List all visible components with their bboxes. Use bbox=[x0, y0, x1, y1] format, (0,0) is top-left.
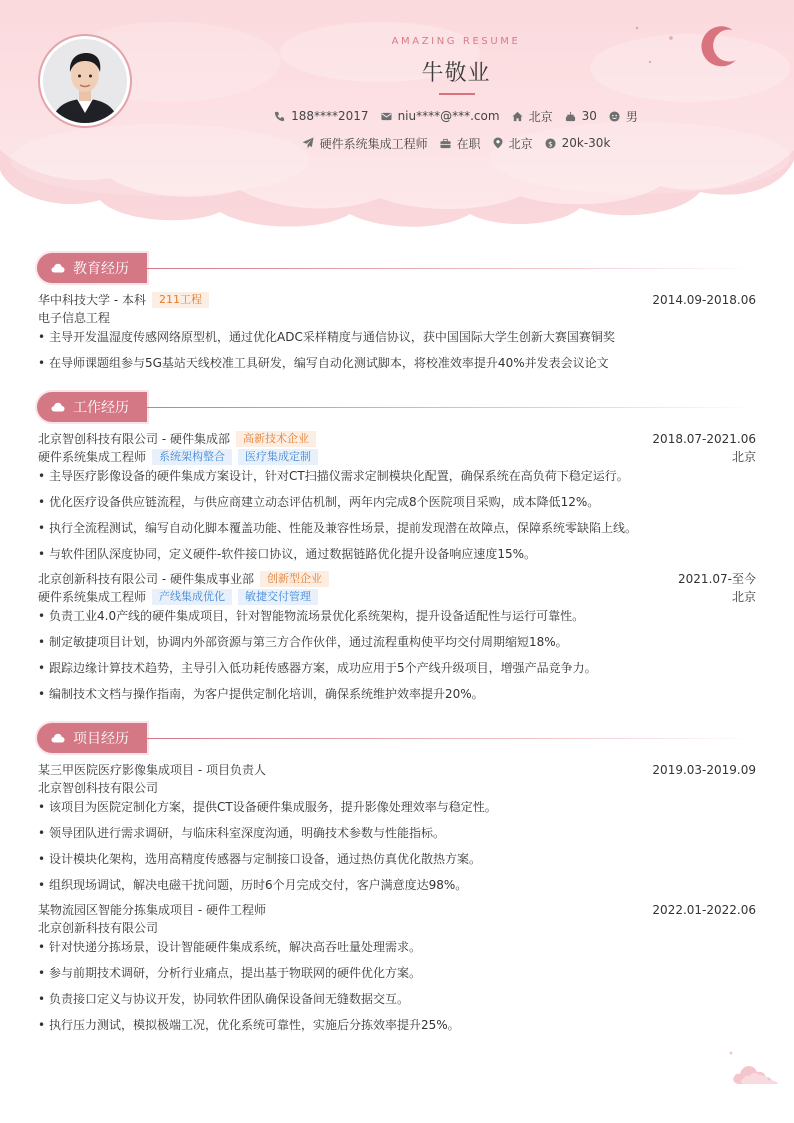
project-entry bbox=[38, 761, 756, 902]
list-item: • 执行全流程测试，编写自动化脚本覆盖功能、性能及兼容性场景，提前发现潜在故障点，保障系统零缺陷上线。 bbox=[38, 519, 756, 545]
project-title-row bbox=[38, 901, 756, 919]
phone-icon bbox=[274, 111, 285, 122]
email-item bbox=[381, 109, 500, 123]
list-item: • 执行压力测试，模拟极端工况，优化系统可靠性，实施后分拣效率提升25%。 bbox=[38, 1016, 756, 1042]
list-item: • 与软件团队深度协同，定义硬件-软件接口协议，通过数据链路优化提升设备响应速度15%。 bbox=[38, 545, 756, 571]
contact-row bbox=[0, 108, 794, 124]
section-education-header bbox=[37, 253, 757, 283]
project-company: 北京创新科技有限公司 bbox=[38, 921, 159, 935]
money-icon bbox=[545, 138, 556, 149]
project-entry bbox=[38, 901, 756, 1042]
age-text: 30 bbox=[581, 109, 597, 123]
work-dates: 2018.07-2021.06 bbox=[652, 432, 756, 446]
project-title: 某物流园区智能分拣集成项目 - 硬件工程师 bbox=[38, 903, 266, 917]
phone-item bbox=[274, 109, 368, 123]
skill-tag: 医疗集成定制 bbox=[238, 449, 318, 465]
email-icon bbox=[381, 111, 392, 122]
job-icon bbox=[302, 137, 314, 149]
candidate-name: 牛敬业 bbox=[421, 61, 491, 86]
school-tag: 211工程 bbox=[152, 292, 209, 308]
salary-item bbox=[545, 136, 611, 150]
cloud-icon bbox=[51, 402, 65, 412]
job-intent-row bbox=[0, 135, 794, 151]
hometown-text: 北京 bbox=[528, 109, 553, 124]
school-name: 华中科技大学 - 本科 bbox=[38, 293, 146, 307]
list-item: • 制定敏捷项目计划，协调内外部资源与第三方合作伙伴，通过流程重构使平均交付周期缩短18%。 bbox=[38, 633, 756, 659]
list-item: • 该项目为医院定制化方案，提供CT设备硬件集成服务，提升影像处理效率与稳定性。 bbox=[38, 798, 756, 824]
age-item bbox=[565, 109, 597, 123]
company-name: 北京创新科技有限公司 - 硬件集成事业部 bbox=[38, 572, 254, 586]
salary-text: 20k-30k bbox=[561, 136, 611, 150]
project-dates: 2022.01-2022.06 bbox=[652, 903, 756, 917]
name-underline bbox=[439, 93, 475, 95]
skill-tag: 敏捷交付管理 bbox=[238, 589, 318, 605]
project-company: 北京智创科技有限公司 bbox=[38, 781, 159, 795]
section-title: 工作经历 bbox=[73, 400, 129, 416]
education-entry bbox=[38, 291, 756, 380]
work-bullets bbox=[38, 607, 756, 711]
skill-tag: 系统架构整合 bbox=[152, 449, 232, 465]
work-role-row bbox=[38, 448, 756, 466]
work-bullets bbox=[38, 467, 756, 571]
work-company-row bbox=[38, 570, 756, 588]
list-item: • 参与前期技术调研，分析行业痛点，提出基于物联网的硬件优化方案。 bbox=[38, 964, 756, 990]
list-item: • 在导师课题组参与5G基站天线校准工具研发，编写自动化测试脚本，将校准效率提升40%并发表会议论文 bbox=[38, 354, 756, 380]
list-item: • 设计模块化架构，选用高精度传感器与定制接口设备，通过热仿真优化散热方案。 bbox=[38, 850, 756, 876]
location-icon bbox=[493, 137, 503, 149]
status-item bbox=[440, 135, 481, 152]
project-company-row bbox=[38, 919, 756, 937]
education-header-row bbox=[38, 291, 756, 309]
brand-label: AMAZING RESUME bbox=[391, 36, 521, 47]
section-divider bbox=[147, 407, 757, 408]
section-divider bbox=[147, 738, 757, 739]
job-role: 硬件系统集成工程师 bbox=[38, 450, 147, 464]
section-work-header bbox=[37, 392, 757, 422]
list-item: • 主导医疗影像设备的硬件集成方案设计，针对CT扫描仪需求定制模块化配置，确保系统在高负荷下稳定运行。 bbox=[38, 467, 756, 493]
age-icon bbox=[565, 111, 576, 122]
section-title: 教育经历 bbox=[73, 261, 129, 277]
home-icon bbox=[512, 111, 523, 122]
target-city-item bbox=[493, 135, 533, 152]
company-name: 北京智创科技有限公司 - 硬件集成部 bbox=[38, 432, 230, 446]
target-job-text: 硬件系统集成工程师 bbox=[319, 136, 428, 151]
major-name: 电子信息工程 bbox=[38, 311, 111, 325]
list-item: • 优化医疗设备供应链流程，与供应商建立动态评估机制，两年内完成8个医院项目采购，成本降低12%。 bbox=[38, 493, 756, 519]
job-role: 硬件系统集成工程师 bbox=[38, 590, 147, 604]
gender-item bbox=[609, 108, 638, 125]
list-item: • 负责接口定义与协议开发，协同软件团队确保设备间无缝数据交互。 bbox=[38, 990, 756, 1016]
cloud-icon bbox=[51, 263, 65, 273]
hometown-item bbox=[512, 108, 553, 125]
work-role-row bbox=[38, 588, 756, 606]
project-dates: 2019.03-2019.09 bbox=[652, 763, 756, 777]
section-tab bbox=[37, 392, 147, 422]
section-divider bbox=[147, 268, 757, 269]
list-item: • 组织现场调试，解决电磁干扰问题，历时6个月完成交付，客户满意度达98%。 bbox=[38, 876, 756, 902]
section-tab bbox=[37, 253, 147, 283]
work-company-row bbox=[38, 430, 756, 448]
status-text: 在职 bbox=[456, 136, 481, 151]
work-dates: 2021.07-至今 bbox=[678, 572, 756, 586]
section-tab bbox=[37, 723, 147, 753]
svg-text:$: $ bbox=[547, 138, 553, 148]
company-tag: 高新技术企业 bbox=[236, 431, 316, 447]
briefcase-icon bbox=[440, 138, 451, 149]
company-tag: 创新型企业 bbox=[260, 571, 329, 587]
project-title-row bbox=[38, 761, 756, 779]
list-item: • 针对快递分拣场景，设计智能硬件集成系统，解决高吞吐量处理需求。 bbox=[38, 938, 756, 964]
work-city: 北京 bbox=[731, 590, 756, 604]
list-item: • 负责工业4.0产线的硬件集成项目，针对智能物流场景优化系统架构，提升设备适配性与运行可靠性。 bbox=[38, 607, 756, 633]
project-bullets bbox=[38, 938, 756, 1042]
section-projects-header bbox=[37, 723, 757, 753]
target-city-text: 北京 bbox=[508, 136, 533, 151]
cloud-icon bbox=[51, 733, 65, 743]
list-item: • 领导团队进行需求调研，与临床科室深度沟通，明确技术参数与性能指标。 bbox=[38, 824, 756, 850]
list-item: • 跟踪边缘计算技术趋势，主导引入低功耗传感器方案，成功应用于5个产线升级项目，增强产品竞争力。 bbox=[38, 659, 756, 685]
project-title: 某三甲医院医疗影像集成项目 - 项目负责人 bbox=[38, 763, 266, 777]
email-text: niu****@***.com bbox=[397, 109, 500, 123]
list-item: • 主导开发温湿度传感网络原型机，通过优化ADC采样精度与通信协议，获中国国际大学生创新大赛国赛铜奖 bbox=[38, 328, 756, 354]
section-title: 项目经历 bbox=[73, 731, 129, 747]
gender-text: 男 bbox=[625, 109, 638, 124]
work-entry bbox=[38, 570, 756, 711]
work-city: 北京 bbox=[731, 450, 756, 464]
target-job-item bbox=[302, 135, 428, 152]
work-entry bbox=[38, 430, 756, 571]
corner-cloud-icon bbox=[728, 1050, 788, 1090]
phone-text: 188****2017 bbox=[291, 109, 369, 123]
resume-header bbox=[0, 0, 794, 232]
major-row bbox=[38, 309, 756, 327]
education-dates: 2014.09-2018.06 bbox=[652, 293, 756, 307]
gender-icon bbox=[609, 111, 620, 122]
education-bullets bbox=[38, 328, 756, 380]
list-item: • 编制技术文档与操作指南，为客户提供定制化培训，确保系统维护效率提升20%。 bbox=[38, 685, 756, 711]
project-bullets bbox=[38, 798, 756, 902]
project-company-row bbox=[38, 779, 756, 797]
skill-tag: 产线集成优化 bbox=[152, 589, 232, 605]
